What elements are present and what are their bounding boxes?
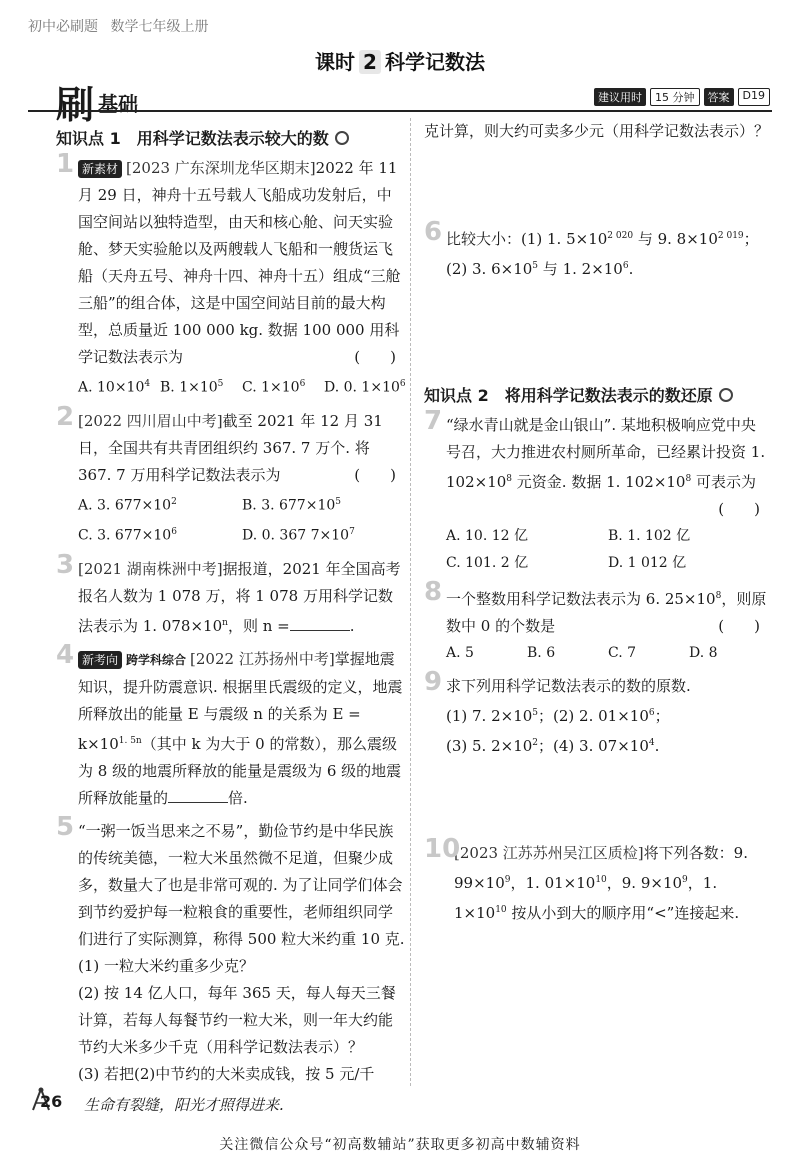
options: A. 3. $677\times 10^2$ B. 3. $677\times 10^5$ C. 3. $677\times 10^6$ D. 0. 367 $7\times 10^7$ <box>78 496 355 544</box>
answer-blank[interactable] <box>290 630 350 631</box>
question-8: 8 一个整数用科学记数法表示为 6. $25\times 10^8$，则原数中 0 的个数是 ( ) A. 5 B. 6 C. 7 D. 8 <box>424 583 770 667</box>
section-divider <box>28 110 772 112</box>
new-direction-tag: 新考向 <box>78 651 122 669</box>
lesson-title: 课时 2 科学记数法 <box>315 50 485 74</box>
question-7: 7 “绿水青山就是金山银山”. 某地积极响应党中央号召，大力推进农村厕所革命，已经累计投资 1. $102\times 10^8$ 元资金. 数据 1. $102\times 10^8$ 可表示为 ( ) A. 10. 12 亿 B. 1. 102 亿 C. 101. 2 亿 D. 1 012 亿 <box>424 412 770 577</box>
footer-slogan: 生命有裂缝，阳光才照得进来. <box>84 1096 284 1114</box>
book-name: 初中必刷题 <box>28 19 98 35</box>
answer-blank[interactable] <box>168 802 228 803</box>
question-1: 1 新素材 [2023 广东深圳龙华区期末]2022 年 11 月 29 日，神舟十五号载人飞船成功发射后，中国空间站以独特造型，由天和核心舱、问天实验舱、梦天实验舱以及两艘载人飞船和一艘货运飞船（天舟五号、神舟十四、神舟十五）组成“三舱三船”的组合体，这是中国空间站目前的最大构型，总质量近 100 000 kg. 数据 100 000 用科学记数法表示为 ( ) A. $10\times 10^4$ B. $1\times 10^5$ C. $1\times 10^6$ D. 0. $1\times 10^6$ <box>56 155 406 402</box>
column-divider <box>410 118 411 1086</box>
question-9: 9 求下列用科学记数法表示的数的原数. (1) 7. $2\times 10^5$；(2) 2. $01\times 10^6$； (3) 5. $2\times 10^2$；(4) 3. $07\times 10^4$. <box>424 667 691 755</box>
subject-name: 数学七年级上册 <box>110 19 209 35</box>
question-2: 2 [2022 四川眉山中考]截至 2021 年 12 月 31 日，全国共有共青团组织约 367. 7 万个. 将 367. 7 万用科学记数法表示为 ( ) A. 3. $677\times 10^2$ B. 3. $677\times 10^5$ C. 3. $677\times 10^6$ D. 0. 367 $7\times 10^7$ <box>56 408 406 550</box>
section-char: 刷 <box>56 83 95 127</box>
pen-icon <box>719 388 733 402</box>
time-box: 建议用时 15 分钟 答案 D19 <box>594 88 770 106</box>
knowledge-point-2: 知识点 2 将用科学记数法表示的数还原 <box>424 383 770 406</box>
footer-note: 关注微信公众号“初高数辅站”获取更多初高中数辅资料 <box>219 1137 581 1153</box>
question-10: 10 [2023 江苏苏州吴江区质检]将下列各数：9. $99\times 10^9$，1. $01\times 10^{10}$，9. $9\times 10^9$，1. $1\times 10^{10}$ 按从小到大的顺序用“<”连接起来. <box>424 834 748 922</box>
question-5: 5 “一粥一饭当思来之不易”，勤俭节约是中华民族的传统美德，一粒大米虽然微不足道，但聚少成多，数量大了也是非常可观的. 为了让同学们体会到节约爱护每一粒粮食的重要性，老师组织同学们进行了实际测算，称得 500 粒大米约重 10 克. (1) 一粒大米约重多少克？ (2) 按 14 亿人口，每年 365 天，每人每天三餐计算，若每人每餐节约一粒大米，则一年大约能节约大米多少千克（用科学记数法表示）？ (3) 若把(2)中节约的大米卖成钱，按 5 元/千 <box>56 811 405 1083</box>
left-column <box>56 118 406 1094</box>
question-5-continued: 克计算，则大约可卖多少元（用科学记数法表示）？ <box>424 122 770 140</box>
section-label: 基础 <box>98 92 138 116</box>
options: A. $10\times 10^4$ B. $1\times 10^5$ C. $1\times 10^6$ D. 0. $1\times 10^6$ <box>78 379 406 396</box>
page-number: 26 <box>40 1092 63 1111</box>
pen-icon <box>335 131 349 145</box>
question-6: 6 比较大小：(1) 1. $5\times 10^{2 020}$ 与 9. $8\times 10^{2 019}$； (2) 3. $6\times 10^5$ 与 1. $2\times 10^6$. <box>424 217 759 278</box>
question-3: 3 [2021 湖南株洲中考]据报道，2021 年全国高考报名人数为 1 078 万，将 1 078 万用科学记数法表示为 1. $078\times 10^n$，则 n = . <box>56 549 401 635</box>
running-header <box>28 16 216 36</box>
right-column <box>424 118 770 933</box>
options: A. 5 B. 6 C. 7 D. 8 <box>446 645 718 661</box>
options: A. 10. 12 亿 B. 1. 102 亿 C. 101. 2 亿 D. 1 012 亿 <box>446 528 691 571</box>
question-4: 4 新考向 跨学科综合 [2022 江苏扬州中考]掌握地震知识，提升防震意识. 根据里氏震级的定义，地震所释放出的能量 E 与震级 n 的关系为 $E = k\times 10^{1. 5n}$（其中 k 为大于 0 的常数），那么震级为 8 级的地震所释放的能量是震级为 6 级的地震所释放能量的 倍. <box>56 639 403 807</box>
new-material-tag: 新素材 <box>78 160 122 178</box>
lesson-number: 2 <box>359 50 381 74</box>
knowledge-point-1: 知识点 1 用科学记数法表示较大的数 <box>56 126 406 149</box>
lesson-name: 科学记数法 <box>384 50 485 74</box>
